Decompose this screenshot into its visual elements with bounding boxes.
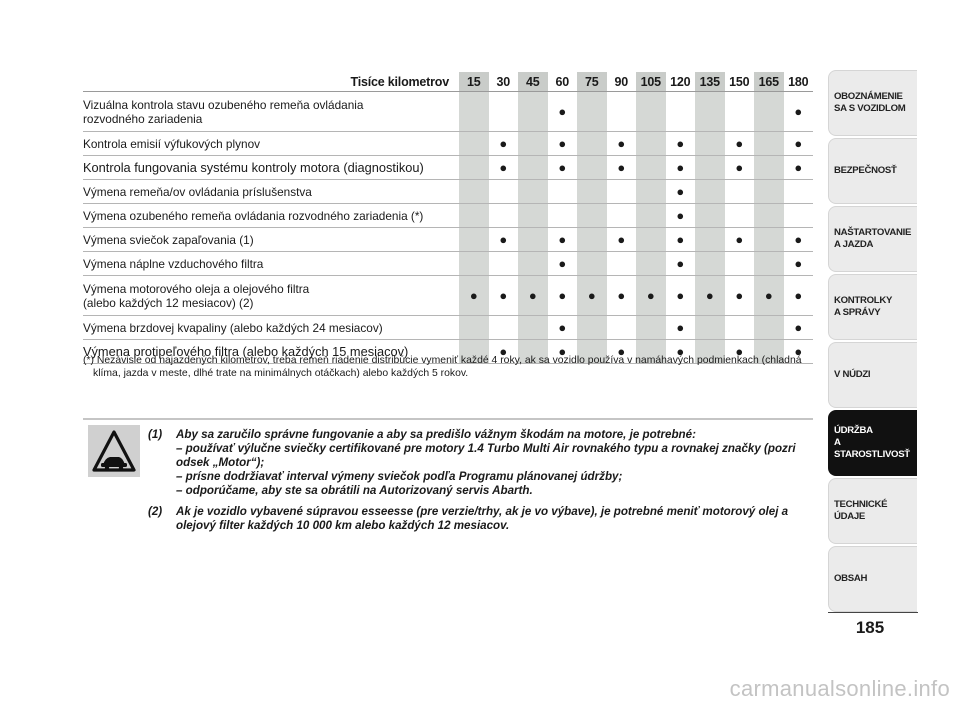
empty-cell: [725, 316, 755, 340]
empty-cell: [695, 180, 725, 204]
task-description: Výmena náplne vzduchového filtra: [83, 252, 459, 276]
service-mark: ●: [489, 156, 519, 180]
service-mark: ●: [784, 228, 814, 252]
service-mark: ●: [725, 228, 755, 252]
empty-cell: [577, 132, 607, 156]
maintenance-table: [83, 72, 813, 364]
empty-cell: [695, 252, 725, 276]
section-divider: [83, 418, 813, 420]
empty-cell: [459, 156, 489, 180]
empty-cell: [636, 316, 666, 340]
km-column-header: 150: [725, 72, 755, 92]
table-row: [83, 92, 813, 132]
empty-cell: [577, 252, 607, 276]
service-mark: ●: [754, 276, 784, 316]
empty-cell: [725, 180, 755, 204]
service-mark: ●: [666, 276, 696, 316]
service-mark: ●: [784, 92, 814, 132]
empty-cell: [577, 180, 607, 204]
service-mark: ●: [489, 132, 519, 156]
empty-cell: [754, 92, 784, 132]
km-column-header: 45: [518, 72, 548, 92]
empty-cell: [725, 92, 755, 132]
note-number: (1): [148, 428, 163, 441]
empty-cell: [459, 252, 489, 276]
empty-cell: [607, 252, 637, 276]
empty-cell: [489, 204, 519, 228]
empty-cell: [459, 132, 489, 156]
empty-cell: [577, 228, 607, 252]
service-mark: ●: [548, 92, 578, 132]
tab-divider: [828, 612, 918, 613]
service-mark: ●: [518, 276, 548, 316]
service-mark: ●: [784, 340, 814, 364]
empty-cell: [636, 180, 666, 204]
service-mark: ●: [489, 228, 519, 252]
empty-cell: [754, 180, 784, 204]
empty-cell: [548, 204, 578, 228]
table-row: [83, 228, 813, 252]
empty-cell: [695, 132, 725, 156]
note-text: Ak je vozidlo vybavené súpravou esseesse (pre verzie/trhy, ak je vo výbave), je potrebné meniť motorový olej a olejový filter každých 10 000 km alebo každých 12 mesiacov.: [176, 505, 789, 532]
service-mark: ●: [548, 252, 578, 276]
service-mark: ●: [459, 276, 489, 316]
empty-cell: [607, 92, 637, 132]
service-mark: ●: [666, 132, 696, 156]
warning-note-1: [148, 428, 813, 500]
table-row: [83, 132, 813, 156]
table-row: [83, 316, 813, 340]
service-mark: ●: [666, 156, 696, 180]
empty-cell: [459, 228, 489, 252]
service-mark: ●: [725, 340, 755, 364]
empty-cell: [607, 204, 637, 228]
page-number: 185: [855, 618, 885, 637]
warning-note-2: [148, 505, 813, 535]
service-mark: ●: [548, 340, 578, 364]
empty-cell: [607, 180, 637, 204]
service-mark: ●: [489, 276, 519, 316]
empty-cell: [459, 92, 489, 132]
empty-cell: [754, 252, 784, 276]
empty-cell: [548, 180, 578, 204]
table-row: [83, 204, 813, 228]
empty-cell: [695, 204, 725, 228]
empty-cell: [577, 156, 607, 180]
tab-bezpecnost[interactable]: BEZPEČNOSŤ: [828, 138, 917, 204]
empty-cell: [518, 252, 548, 276]
service-mark: ●: [695, 276, 725, 316]
empty-cell: [489, 92, 519, 132]
service-mark: ●: [548, 316, 578, 340]
empty-cell: [459, 180, 489, 204]
task-description: Kontrola emisií výfukových plynov: [83, 132, 459, 156]
service-mark: ●: [548, 276, 578, 316]
table-footnote: (*) Nezávisle od najazdených kilometrov, treba remeň riadenie distribúcie vymeniť každé 4 roky, ak sa vozidlo používa v namáhavých podmienkach (chladná klíma, jazda v meste, dlhé trate na minimálnych otáčkach) alebo každých 5 rokov.: [83, 355, 802, 379]
header-label: Tisíce kilometrov: [83, 72, 459, 92]
empty-cell: [754, 316, 784, 340]
empty-cell: [754, 156, 784, 180]
table-row: [83, 276, 813, 316]
task-description: Výmena protipeľového filtra (alebo každých 15 mesiacov): [83, 340, 459, 364]
note-number: (2): [148, 505, 163, 518]
empty-cell: [754, 204, 784, 228]
service-mark: ●: [636, 276, 666, 316]
empty-cell: [459, 316, 489, 340]
empty-cell: [695, 156, 725, 180]
empty-cell: [518, 132, 548, 156]
empty-cell: [518, 180, 548, 204]
watermark: carmanualsonline.info: [729, 676, 950, 701]
service-mark: ●: [607, 276, 637, 316]
empty-cell: [725, 252, 755, 276]
empty-cell: [636, 132, 666, 156]
km-column-header: 135: [695, 72, 725, 92]
km-column-header: 105: [636, 72, 666, 92]
empty-cell: [489, 180, 519, 204]
service-mark: ●: [548, 228, 578, 252]
km-column-header: 15: [459, 72, 489, 92]
empty-cell: [577, 316, 607, 340]
empty-cell: [666, 92, 696, 132]
empty-cell: [754, 132, 784, 156]
empty-cell: [636, 204, 666, 228]
empty-cell: [518, 316, 548, 340]
km-column-header: 120: [666, 72, 696, 92]
task-description: Kontrola fungovania systému kontroly motora (diagnostikou): [83, 156, 459, 180]
tab-udrzba[interactable]: ÚDRŽBA A STAROSTLIVOSŤ: [828, 410, 917, 476]
service-mark: ●: [784, 316, 814, 340]
empty-cell: [518, 204, 548, 228]
task-description: Výmena ozubeného remeňa ovládania rozvodného zariadenia (*): [83, 204, 459, 228]
tab-v-nudzi[interactable]: V NÚDZI: [828, 342, 917, 408]
empty-cell: [489, 252, 519, 276]
service-mark: ●: [666, 204, 696, 228]
service-mark: ●: [666, 316, 696, 340]
empty-cell: [459, 204, 489, 228]
empty-cell: [695, 228, 725, 252]
empty-cell: [784, 204, 814, 228]
table-row: [83, 156, 813, 180]
task-description: Výmena remeňa/ov ovládania príslušenstva: [83, 180, 459, 204]
empty-cell: [577, 204, 607, 228]
km-column-header: 30: [489, 72, 519, 92]
tab-nastartovanie[interactable]: NAŠTARTOVANIE A JAZDA: [828, 206, 917, 272]
service-mark: ●: [548, 156, 578, 180]
service-mark: ●: [607, 132, 637, 156]
empty-cell: [636, 156, 666, 180]
service-mark: ●: [489, 340, 519, 364]
task-description: Výmena brzdovej kvapaliny (alebo každých 24 mesiacov): [83, 316, 459, 340]
empty-cell: [695, 92, 725, 132]
maintenance-schedule: [83, 72, 813, 364]
empty-cell: [607, 316, 637, 340]
km-column-header: 165: [754, 72, 784, 92]
service-mark: ●: [666, 252, 696, 276]
km-column-header: 75: [577, 72, 607, 92]
km-column-header: 90: [607, 72, 637, 92]
table-header-row: [83, 72, 813, 92]
empty-cell: [695, 316, 725, 340]
tab-technicke-udaje[interactable]: TECHNICKÉ ÚDAJE: [828, 478, 917, 544]
service-mark: ●: [666, 228, 696, 252]
empty-cell: [489, 316, 519, 340]
service-mark: ●: [666, 180, 696, 204]
service-mark: ●: [607, 340, 637, 364]
service-mark: ●: [725, 156, 755, 180]
km-column-header: 60: [548, 72, 578, 92]
service-mark: ●: [548, 132, 578, 156]
empty-cell: [636, 228, 666, 252]
tab-kontrolky[interactable]: KONTROLKY A SPRÁVY: [828, 274, 917, 340]
empty-cell: [518, 228, 548, 252]
service-mark: ●: [607, 228, 637, 252]
service-mark: ●: [725, 276, 755, 316]
service-mark: ●: [577, 276, 607, 316]
service-mark: ●: [784, 252, 814, 276]
service-mark: ●: [607, 156, 637, 180]
empty-cell: [518, 156, 548, 180]
empty-cell: [518, 92, 548, 132]
empty-cell: [577, 92, 607, 132]
task-description: Vizuálna kontrola stavu ozubeného remeňa ovládania rozvodného zariadenia: [83, 92, 459, 132]
car-warning-triangle-icon: [88, 425, 140, 477]
service-mark: ●: [784, 156, 814, 180]
task-description: Výmena sviečok zapaľovania (1): [83, 228, 459, 252]
empty-cell: [754, 228, 784, 252]
service-mark: ●: [666, 340, 696, 364]
empty-cell: [636, 92, 666, 132]
tab-obsah[interactable]: OBSAH: [828, 546, 917, 612]
empty-cell: [725, 204, 755, 228]
task-description: Výmena motorového oleja a olejového filtra (alebo každých 12 mesiacov) (2): [83, 276, 459, 316]
km-column-header: 180: [784, 72, 814, 92]
service-mark: ●: [725, 132, 755, 156]
note-text: Aby sa zaručilo správne fungovanie a aby sa predišlo vážnym škodám na motore, je potrebné: – používať výlučne sviečky certifikované pre motory 1.4 Turbo Multi Air rovnakého typu a rovnakej značky (pozri odsek „Motor“); – prísne dodržiavať interval výmeny sviečok podľa Programu plánovanej údržby; – odporúčame, aby ste sa obrátili na Autorizovaný servis Abarth.: [176, 428, 796, 497]
service-mark: ●: [784, 132, 814, 156]
service-mark: ●: [784, 276, 814, 316]
table-row: [83, 252, 813, 276]
empty-cell: [636, 252, 666, 276]
tab-oboznamenie[interactable]: OBOZNÁMENIE SA S VOZIDLOM: [828, 70, 917, 136]
empty-cell: [784, 180, 814, 204]
table-row: [83, 180, 813, 204]
